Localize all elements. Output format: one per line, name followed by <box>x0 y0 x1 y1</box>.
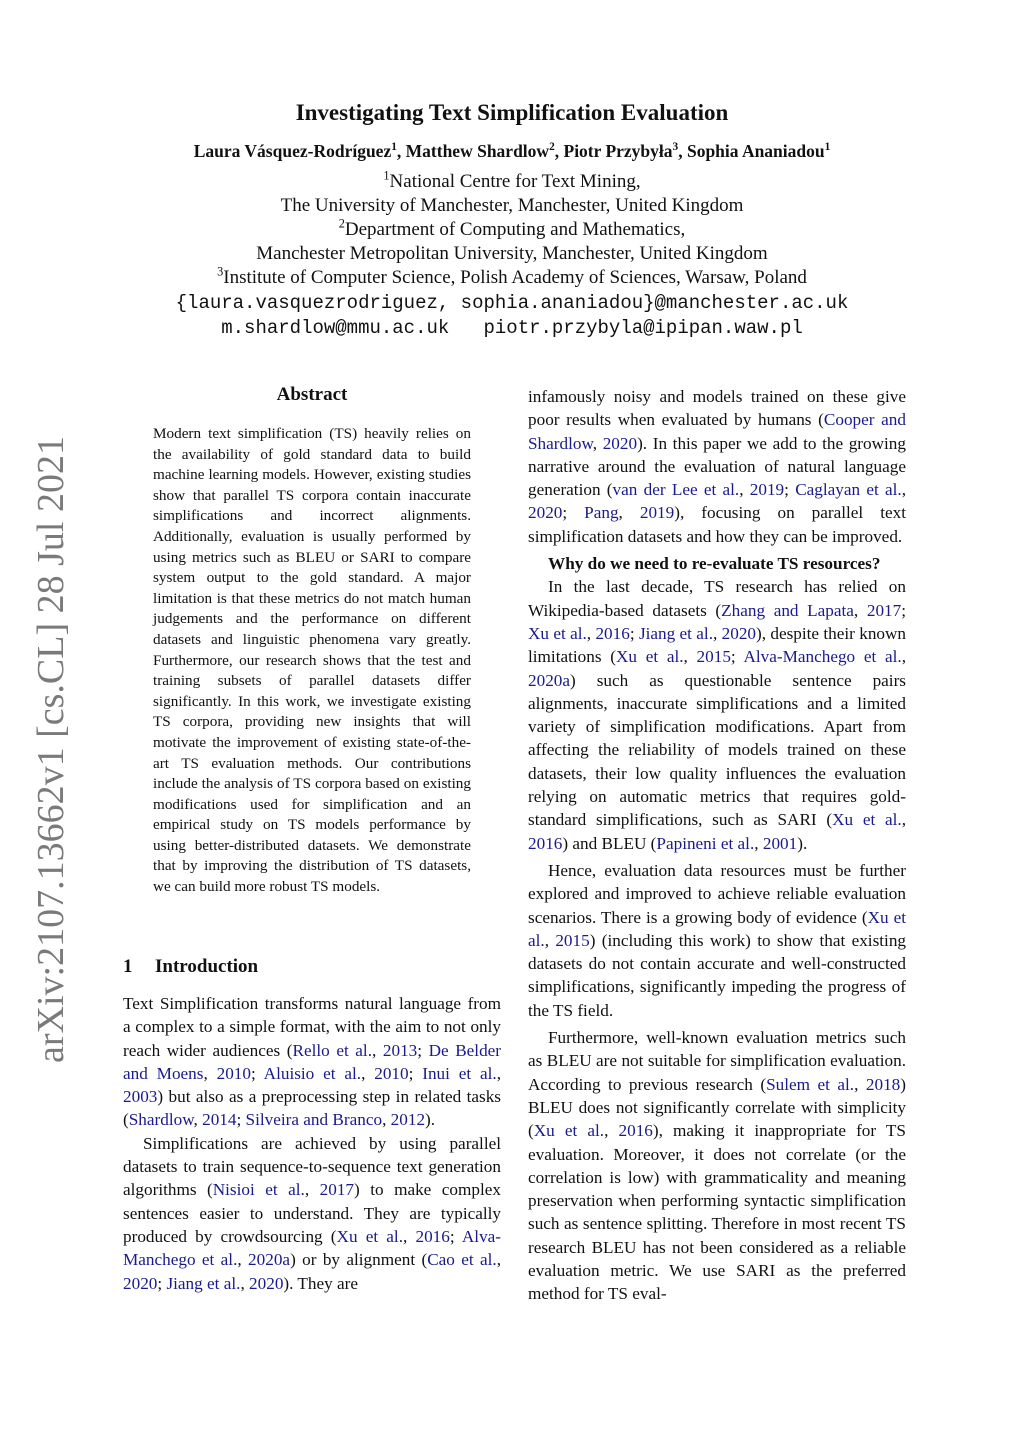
citation-link[interactable]: Inui et al. <box>422 1063 497 1083</box>
affiliation-2-address: Manchester Metropolitan University, Manchester, United Kingdom <box>256 243 768 264</box>
citation-link[interactable]: 2013 <box>382 1040 418 1060</box>
citation-link[interactable]: 2019 <box>749 480 785 500</box>
citation-link[interactable]: 2010 <box>374 1063 409 1083</box>
citation-link[interactable]: 2014 <box>202 1110 237 1130</box>
citation-link[interactable]: Rello et al. <box>292 1040 372 1060</box>
email-line-1: {laura.vasquezrodriguez, sophia.ananiadou}@manchester.ac.uk <box>175 292 849 314</box>
author-name: Laura Vásquez-Rodríguez <box>193 141 392 161</box>
citation-link[interactable]: Alva-Manchego et al. <box>123 1226 502 1270</box>
citation-link[interactable]: 2020 <box>123 1273 158 1293</box>
intro-paragraph-5: Hence, evaluation data resources must be further explored and improved to achieve reliable evaluation scenarios. There is a growing body of evidence (Xu et al., 2015) (including this work) to show that existing datasets do not contain accurate and well-constructed simplifications, significantly impeding the progress of the TS field. <box>528 860 907 1020</box>
paper-title: Investigating Text Simplification Evaluation <box>295 100 729 125</box>
abstract-heading: Abstract <box>276 384 348 405</box>
citation-link[interactable]: Xu et al. <box>528 623 587 643</box>
affiliation-3: $^3$Institute of Computer Science, Polish Academy of Sciences, Warsaw, Poland <box>217 264 807 288</box>
citation-link[interactable]: Cooper and Shardlow <box>528 410 906 453</box>
citation-link[interactable]: 2001 <box>762 833 798 853</box>
email-line-2: m.shardlow@mmu.ac.uk piotr.przybyla@ipipan.waw.pl <box>221 317 803 339</box>
citation-link[interactable]: Xu et al. <box>336 1226 403 1246</box>
citation-link[interactable]: Papineni et al. <box>656 833 755 853</box>
citation-link[interactable]: De Belder and Moens <box>123 1040 502 1083</box>
affiliation-2: $^2$Department of Computing and Mathematics, <box>338 216 686 240</box>
citation-link[interactable]: 2020 <box>602 433 638 453</box>
citation-link[interactable]: 2015 <box>696 647 731 667</box>
citation-link[interactable]: 2020 <box>721 623 757 643</box>
author-name: Sophia Ananiadou <box>686 141 825 161</box>
author-name: Matthew Shardlow <box>405 141 550 161</box>
abstract-text: Modern text simplification (TS) heavily relies on the availability of gold standard data to build machine learning models. However, existing studies show that parallel TS corpora contain inaccurate simplifications and incorrect alignments. Additionally, evaluation is usually performed by using metrics such as BLEU or SARI to compare system output to the gold standard. A major limitation is that these metrics do not match human judgements and the performance on different datasets and linguistic phenomena vary greatly. Furthermore, our research shows that the test and training subsets of parallel datasets differ significantly. In this work, we investigate existing TS corpora, providing new insights that will motivate the improvement of existing state-of-the-art TS evaluation methods. Our contributions include the analysis of TS corpora based on existing modifications used for simplification and an empirical study on TS models performance by using better-distributed datasets. We demonstrate that by improving the distribution of TS datasets, we can build more robust TS models. <box>153 425 471 896</box>
right-column-body <box>528 385 906 1306</box>
citation-link[interactable]: 2020a <box>528 670 571 690</box>
citation-link[interactable]: van der Lee et al. <box>612 480 740 500</box>
citation-link[interactable]: 2003 <box>123 1087 158 1107</box>
citation-link[interactable]: Cao et al. <box>427 1250 497 1270</box>
intro-paragraph-1: Text Simplification transforms natural language from a complex to a simple format, with the aim to not only reach wider audiences (Rello et al., 2013; De Belder and Moens, 2010; Aluisio et al., 2010; Inui et al., 2003) but also as a preprocessing step in related tasks (Shardlow, 2014; Silveira and Branco, 2012). <box>123 994 502 1130</box>
citation-link[interactable]: Xu et al. <box>528 907 907 950</box>
citation-link[interactable]: 2020a <box>248 1250 291 1270</box>
affiliation-1-address: The University of Manchester, Manchester, United Kingdom <box>280 195 744 216</box>
citation-link[interactable]: Sulem et al. <box>766 1074 855 1094</box>
citation-link[interactable]: Xu et al. <box>832 810 902 830</box>
intro-paragraph-2: Simplifications are achieved by using parallel datasets to train sequence-to-sequence text generation algorithms (Nisioi et al., 2017) to make complex sentences easier to understand. They are typically produced by crowdsourcing (Xu et al., 2016; Alva-Manchego et al., 2020a) or by alignment (Cao et al., 2020; Jiang et al., 2020). They are <box>123 1133 502 1293</box>
citation-link[interactable]: 2020 <box>528 503 563 523</box>
citation-link[interactable]: 2010 <box>216 1063 251 1083</box>
citation-link[interactable]: Silveira and Branco <box>245 1110 383 1130</box>
citation-link[interactable]: 2016 <box>528 833 563 853</box>
citation-link[interactable]: Nisioi et al. <box>212 1180 305 1200</box>
citation-link[interactable]: Shardlow <box>128 1110 194 1130</box>
citation-link[interactable]: 2016 <box>595 623 630 643</box>
citation-link[interactable]: 2016 <box>618 1121 653 1141</box>
citation-link[interactable]: Xu et al. <box>615 647 684 667</box>
citation-link[interactable]: 2019 <box>639 503 675 523</box>
intro-paragraph-4: In the last decade, TS research has relied on Wikipedia-based datasets (Zhang and Lapata, 2017; Xu et al., 2016; Jiang et al., 2020), despite their known limitations (Xu et al., 2015; Alva-Manchego et al., 2020a) such as questionable sentence pairs alignments, inaccurate simplifications and a limited variety of simplification modifications. Apart from affecting the reliability of models trained on these datasets, their low quality influences the evaluation relying on automatic metrics that requires gold-standard simplifications, such as SARI (Xu et al., 2016) and BLEU (Papineni et al., 2001). <box>528 577 907 853</box>
citation-link[interactable]: Aluisio et al. <box>263 1063 362 1083</box>
citation-link[interactable]: 2016 <box>415 1226 450 1246</box>
citation-link[interactable]: Pang <box>584 503 619 523</box>
intro-paragraph-6: Furthermore, well-known evaluation metrics such as BLEU are not suitable for simplification evaluation. According to previous research (Sulem et al., 2018) BLEU does not significantly correlate with simplicity (Xu et al., 2016), making it inappropriate for TS evaluation. Moreover, it does not correlate (or the correlation is low) with grammaticality and meaning preservation when performing syntactic simplification such as sentence splitting. Therefore in most recent TS research BLEU has not been considered as a reliable evaluation metric. We use SARI as the preferred method for TS eval- <box>528 1028 906 1304</box>
author-list: Laura Vásquez-Rodríguez$^1$, Matthew Shardlow$^2$, Piotr Przybyła$^3$, Sophia Ananiadou$^1$ <box>193 141 831 161</box>
arxiv-identifier: arXiv:2107.13662v1 [cs.CL] 28 Jul 2021 <box>30 436 72 1063</box>
left-column-body <box>123 992 501 1295</box>
intro-paragraph-3: infamously noisy and models trained on these give poor results when evaluated by humans (Cooper and Shardlow, 2020). In this paper we add to the growing narrative around the evaluation of natural language generation (van der Lee et al., 2019; Caglayan et al., 2020; Pang, 2019), focusing on parallel text simplification datasets and how they can be improved. <box>528 387 907 546</box>
citation-link[interactable]: 2017 <box>319 1180 355 1200</box>
citation-link[interactable]: Jiang et al. <box>638 623 713 643</box>
citation-link[interactable]: Xu et al. <box>533 1121 605 1141</box>
citation-link[interactable]: 2012 <box>390 1110 426 1130</box>
citation-link[interactable]: 2017 <box>866 600 902 620</box>
citation-link[interactable]: 2018 <box>865 1074 901 1094</box>
section-heading-introduction: 1 Introduction <box>123 956 259 977</box>
author-name: Piotr Przybyła <box>563 141 673 161</box>
citation-link[interactable]: Zhang and Lapata <box>721 600 854 620</box>
citation-link[interactable]: 2015 <box>555 930 590 950</box>
paragraph-heading: Why do we need to re-evaluate TS resources? <box>548 554 881 574</box>
citation-link[interactable]: Jiang et al. <box>166 1273 241 1293</box>
affiliation-1: $^1$National Centre for Text Mining, <box>383 168 641 192</box>
citation-link[interactable]: Caglayan et al. <box>795 480 902 500</box>
citation-link[interactable]: 2020 <box>249 1273 284 1293</box>
citation-link[interactable]: Alva-Manchego et al. <box>743 647 902 667</box>
